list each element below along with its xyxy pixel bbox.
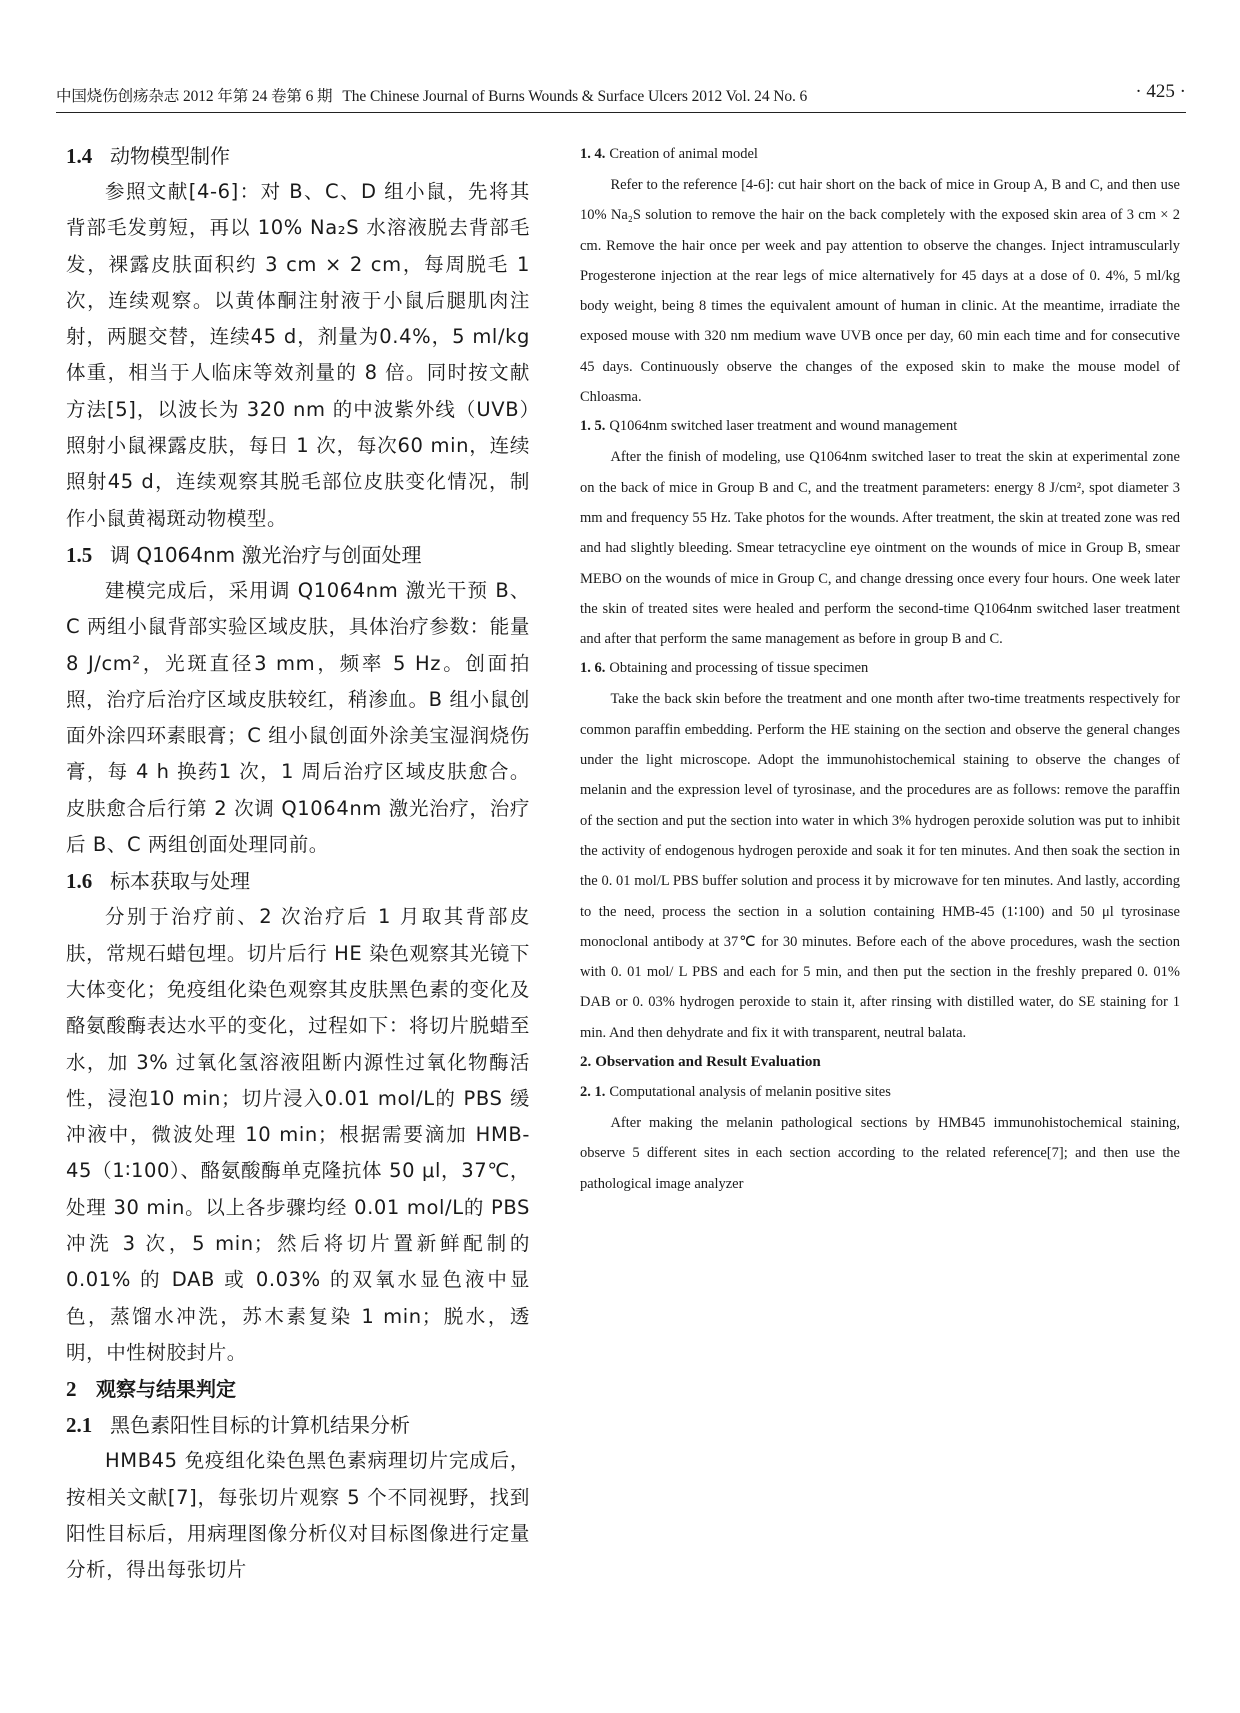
cn-heading-number: 1.6: [66, 869, 93, 894]
cn-heading-number: 2: [66, 1377, 77, 1402]
en-heading-1-5: [580, 412, 1180, 442]
page-number: · 425 ·: [1135, 81, 1186, 102]
cn-heading-number: 2.1: [66, 1413, 93, 1438]
en-paragraph-1-6: Take the back skin before the treatment and one month after two-time treatments respectively for common paraffin embedding. Perform the HE staining on the section and observe the general changes under the light microscope. Adopt the immunohistochemical staining to observe the changes of melanin and the expression level of tyrosinase, and the procedures are as follows: remove the paraffin of the section and put the section into water in which 3% hydrogen peroxide solution was put to inhibit the activity of endogenous hydrogen peroxide and soak it for ten minutes. And then soak the section in the 0. 01 mol/L PBS buffer solution and process it by microwave for ten minutes. And lastly, according to the need, process the section in a solution containing HMB-45 (1∶100) and 50 μl tyrosinase monoclonal antibody at 37℃ for 30 minutes. Before each of the above procedures, wash the section with 0. 01 mol/ L PBS and each for 5 min, and then put the section in the freshly prepared 0. 01% DAB or 0. 03% hydrogen peroxide to stain it, after rinsing with distilled water, do SE staining for 1 min. And then dehydrate and fix it with transparent, neutral balata.: [580, 691, 1180, 1041]
cn-heading-title: 黑色素阳性目标的计算机结果分析: [110, 1413, 410, 1438]
chinese-column: [66, 138, 530, 1588]
journal-citation-en: The Chinese Journal of Burns Wounds & Surface Ulcers 2012 Vol. 24 No. 6: [342, 88, 808, 105]
journal-citation: [56, 84, 807, 106]
en-heading-number: 2. 1.: [580, 1084, 606, 1101]
en-heading-title: Observation and Result Evaluation: [595, 1054, 821, 1071]
english-column: [580, 140, 1180, 1199]
en-heading-1-6: [580, 654, 1180, 684]
en-heading-number: 2.: [580, 1054, 592, 1071]
cn-heading-1-4: [66, 138, 530, 174]
cn-paragraph-1-5: 建模完成后，采用调 Q1064nm 激光干预 B、C 两组小鼠背部实验区域皮肤，具体治疗参数：能量 8 J/cm²，光斑直径3 mm，频率 5 Hz。创面拍照，治疗后治疗区域皮肤较红，稍渗血。B 组小鼠创面外涂四环素眼膏；C 组小鼠创面外涂美宝湿润烧伤膏，每 4 h 换药1 次，1 周后治疗区域皮肤愈合。皮肤愈合后行第 2 次调 Q1064nm 激光治疗，治疗后 B、C 两组创面处理同前。: [66, 578, 530, 857]
cn-heading-title: 调 Q1064nm 激光治疗与创面处理: [110, 542, 422, 567]
cn-heading-title: 标本获取与处理: [110, 869, 250, 894]
cn-heading-1-5: [66, 537, 530, 573]
en-heading-title: Obtaining and processing of tissue specimen: [609, 660, 869, 677]
en-paragraph-2-1: After making the melanin pathological sections by HMB45 immunohistochemical staining, observe 5 different sites in each section according to the related reference[7]; and then use the pathological image analyzer: [580, 1115, 1180, 1192]
cn-paragraph-2-1: HMB45 免疫组化染色黑色素病理切片完成后，按相关文献[7]，每张切片观察 5 个不同视野，找到阳性目标后，用病理图像分析仪对目标图像进行定量分析，得出每张切片: [66, 1449, 530, 1582]
en-heading-title: Computational analysis of melanin positive sites: [609, 1084, 891, 1101]
en-paragraph-1-5: After the finish of modeling, use Q1064nm switched laser to treat the skin at experimental zone on the back of mice in Group B and C, and the treatment parameters: energy 8 J/cm², spot diameter 3 mm and frequency 55 Hz. Take photos for the wounds. After treatment, the skin at treated zone was red and had slightly bleeding. Smear tetracycline eye ointment on the wounds of mice in Group B, smear MEBO on the wounds of mice in Group C, and change dressing once every four hours. One week later the skin of treated sites were healed and perform the second-time Q1064nm switched laser treatment and after that perform the same management as before in group B and C.: [580, 449, 1180, 648]
running-header: [56, 82, 1186, 113]
en-heading-2-1: [580, 1078, 1180, 1108]
en-heading-title: Q1064nm switched laser treatment and wound management: [609, 418, 958, 435]
journal-citation-cn: 中国烧伤创疡杂志 2012 年第 24 卷第 6 期: [56, 88, 333, 105]
en-heading-1-4: [580, 140, 1180, 170]
en-heading-number: 1. 4.: [580, 146, 606, 162]
cn-heading-2-1: [66, 1407, 530, 1443]
en-heading-title: Creation of animal model: [609, 146, 758, 162]
cn-paragraph-1-6: 分别于治疗前、2 次治疗后 1 月取其背部皮肤，常规石蜡包埋。切片后行 HE 染色观察其光镜下大体变化；免疫组化染色观察其皮肤黑色素的变化及酪氨酸酶表达水平的变化，过程如下：将切片脱蜡至水，加 3% 过氧化氢溶液阻断内源性过氧化物酶活性，浸泡10 min；切片浸入0.01 mol/L的 PBS 缓冲液中，微波处理 10 min；根据需要滴加 HMB-45（1∶100）、酪氨酸酶单克隆抗体 50 μl，37℃，处理 30 min。以上各步骤均经 0.01 mol/L的 PBS 冲洗 3 次，5 min；然后将切片置新鲜配制的 0.01% 的 DAB 或 0.03% 的双氧水显色液中显色，蒸馏水冲洗，苏木素复染 1 min；脱水，透明，中性树胶封片。: [66, 905, 530, 1364]
cn-heading-1-6: [66, 863, 530, 899]
en-heading-number: 1. 6.: [580, 660, 606, 677]
cn-paragraph-1-4: 参照文献[4-6]：对 B、C、D 组小鼠，先将其背部毛发剪短，再以 10% Na₂S 水溶液脱去背部毛发，裸露皮肤面积约 3 cm × 2 cm，每周脱毛 1 次，连续观察。以黄体酮注射液于小鼠后腿肌肉注射，两腿交替，连续45 d，剂量为0.4%，5 ml/kg 体重，相当于人临床等效剂量的 8 倍。同时按文献方法[5]，以波长为 320 nm 的中波紫外线（UVB）照射小鼠裸露皮肤，每日 1 次，每次60 min，连续照射45 d，连续观察其脱毛部位皮肤变化情况，制作小鼠黄褐斑动物模型。: [66, 180, 530, 530]
en-heading-number: 1. 5.: [580, 418, 606, 435]
cn-heading-title: 动物模型制作: [110, 144, 230, 168]
cn-heading-2: [66, 1371, 530, 1407]
en-heading-2: [580, 1048, 1180, 1078]
en-paragraph-1-4: Refer to the reference [4-6]: cut hair short on the back of mice in Group A, B and C, and then use 10% Na₂S solution to remove the hair on the back completely with the exposed skin area of 3 cm × 2 cm. Remove the hair once per week and pay attention to observe the changes. Inject intramuscularly Progesterone injection at the rear legs of mice alternatively for 45 days at a dose of 0. 4%, 5 ml/kg body weight, being 8 times the equivalent amount of human in clinic. At the meantime, irradiate the exposed mouse with 320 nm medium wave UVB once per day, 60 min each time and for consecutive 45 days. Continuously observe the changes of the exposed skin to make the mouse model of Chloasma.: [580, 177, 1180, 406]
cn-heading-title: 观察与结果判定: [96, 1377, 236, 1402]
cn-heading-number: 1.4: [66, 144, 93, 168]
cn-heading-number: 1.5: [66, 542, 93, 567]
